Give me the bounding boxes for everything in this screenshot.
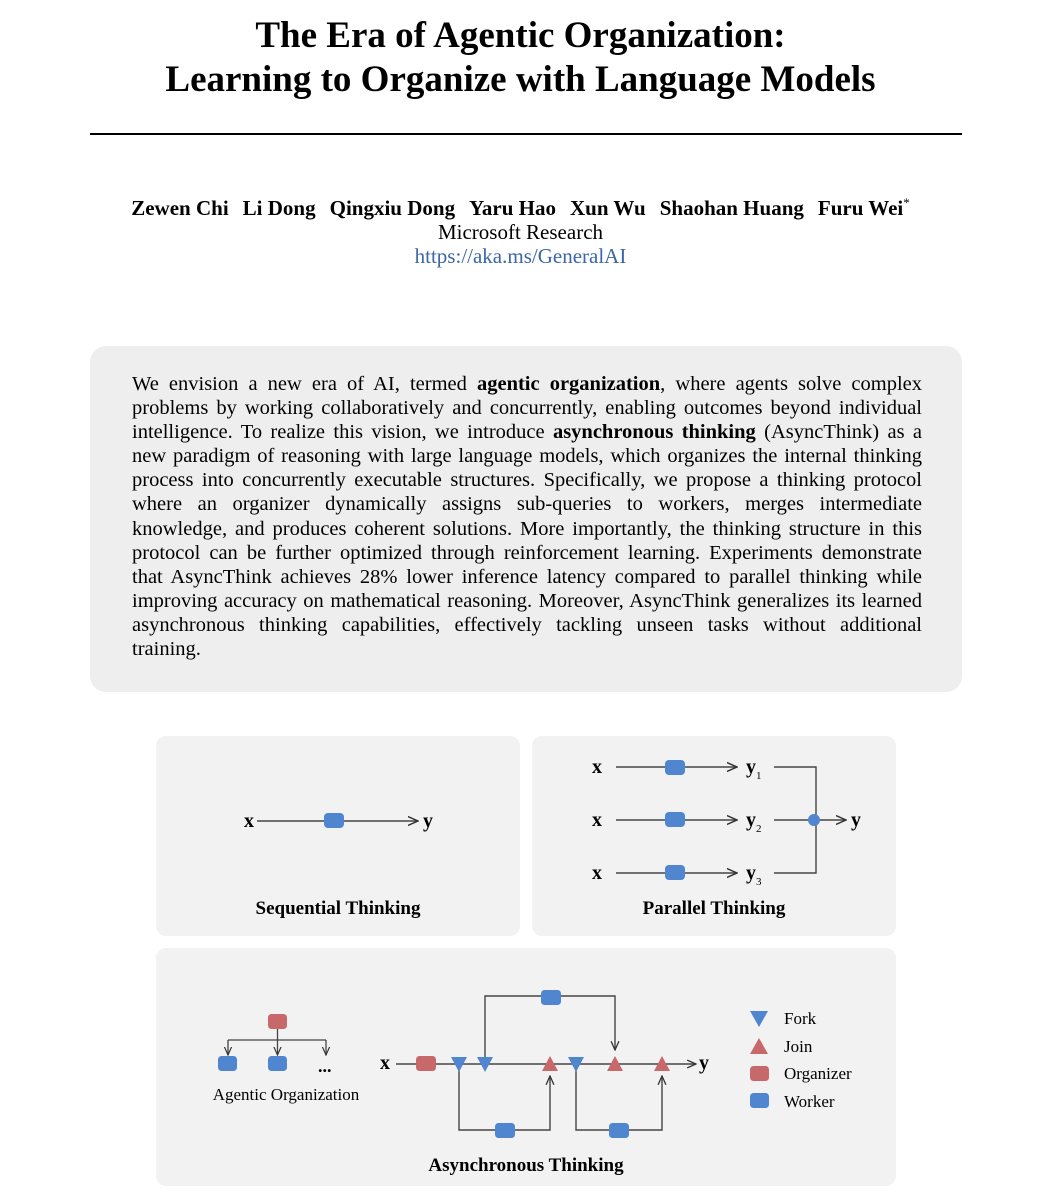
- author: Qingxiu Dong: [329, 196, 456, 220]
- output-y: $y_1$: [746, 756, 762, 782]
- abstract-text: [132, 372, 922, 661]
- abstract-part: We envision a new era of AI, termed: [132, 373, 477, 395]
- worker-block: [665, 812, 685, 827]
- async-diagram: [156, 948, 896, 1186]
- merge-node: [808, 814, 820, 826]
- worker-block: [665, 865, 685, 880]
- legend-organizer-label: Organizer: [784, 1064, 852, 1083]
- abstract-part: , where agents solve complex problems by working collaboratively and concurrently, enabling outcomes beyond individual intelligence. To realize this vision, we introduce: [132, 373, 923, 444]
- output-y: y: [423, 810, 433, 832]
- organizer-block: [416, 1056, 436, 1071]
- title-line-1: The Era of Agentic Organization:: [255, 15, 786, 56]
- paper-title: [0, 14, 1041, 102]
- input-x: x: [592, 862, 602, 884]
- author: Furu Wei: [817, 196, 904, 220]
- affiliation: Microsoft Research: [437, 220, 604, 244]
- output-y: $y_2$: [746, 809, 762, 835]
- organizer-block: [268, 1014, 287, 1029]
- worker-block: [750, 1093, 769, 1108]
- output-y: y: [851, 809, 861, 831]
- abstract-term: asynchronous thinking: [552, 421, 756, 444]
- worker-block: [609, 1123, 629, 1138]
- worker-block: [218, 1056, 237, 1071]
- corresponding-mark: *: [903, 195, 910, 210]
- author: Yaru Hao: [469, 196, 557, 220]
- input-x: x: [380, 1052, 390, 1074]
- title-line-2: Learning to Organize with Language Models: [165, 59, 876, 100]
- parallel-thinking-panel: [532, 736, 896, 936]
- async-label: Asynchronous Thinking: [428, 1155, 624, 1176]
- async-thinking-panel: [156, 948, 896, 1186]
- subscript: 2: [756, 823, 762, 835]
- fork-icon: [750, 1011, 768, 1027]
- parallel-label: Parallel Thinking: [642, 898, 786, 919]
- input-x: x: [592, 809, 602, 831]
- bottom-branch: [459, 1070, 550, 1130]
- abstract-term: agentic organization: [476, 373, 661, 395]
- legend-worker-label: Worker: [784, 1092, 835, 1111]
- author-last: [818, 196, 910, 220]
- project-link[interactable]: https://aka.ms/GeneralAI: [414, 244, 627, 268]
- join-icon: [750, 1038, 768, 1054]
- author: Xun Wu: [570, 196, 646, 220]
- worker-block: [324, 813, 344, 828]
- legend-fork-label: Fork: [784, 1009, 817, 1028]
- author: Li Dong: [242, 196, 316, 220]
- author-list: [0, 195, 1041, 221]
- legend-join-label: Join: [784, 1037, 813, 1056]
- input-x: x: [592, 756, 602, 778]
- top-branch: [485, 996, 615, 1057]
- bottom-branch: [576, 1070, 662, 1130]
- abstract-box: [90, 346, 962, 692]
- sequential-label: Sequential Thinking: [255, 898, 421, 919]
- ellipsis: ...: [318, 1056, 332, 1076]
- legend: [750, 1009, 852, 1111]
- author: Shaohan Huang: [659, 196, 804, 220]
- agentic-organization-label: Agentic Organization: [212, 1085, 360, 1104]
- worker-block: [541, 990, 561, 1005]
- abstract-part: (AsyncThink) as a new paradigm of reasoning with large language models, which organizes the internal thinking process into concurrently executable structures. Specifically, we propose a thinking protocol where an organizer dynamically assigns sub-queries to workers, merges intermediate knowledge, and produces coherent solutions. More importantly, the thinking structure in this protocol can be further optimized through reinforcement learning. Experiments demonstrate that AsyncThink achieves 28% lower inference latency compared to parallel thinking while improving accuracy on mathematical reasoning. Moreover, AsyncThink generalizes its learned asynchronous thinking capabilities, effectively tackling unseen tasks without additional training.: [132, 421, 922, 661]
- worker-block: [495, 1123, 515, 1138]
- output-y: $y_3$: [746, 862, 762, 888]
- output-y: y: [699, 1052, 709, 1074]
- worker-block: [268, 1056, 287, 1071]
- subscript: 1: [756, 770, 762, 782]
- author: Zewen Chi: [131, 196, 229, 220]
- organizer-block: [750, 1066, 769, 1081]
- subscript: 3: [756, 876, 762, 888]
- title-rule: [90, 133, 962, 135]
- sequential-thinking-panel: [156, 736, 520, 936]
- worker-block: [665, 760, 685, 775]
- agentic-organization-tree: [218, 1014, 332, 1076]
- input-x: x: [244, 810, 254, 832]
